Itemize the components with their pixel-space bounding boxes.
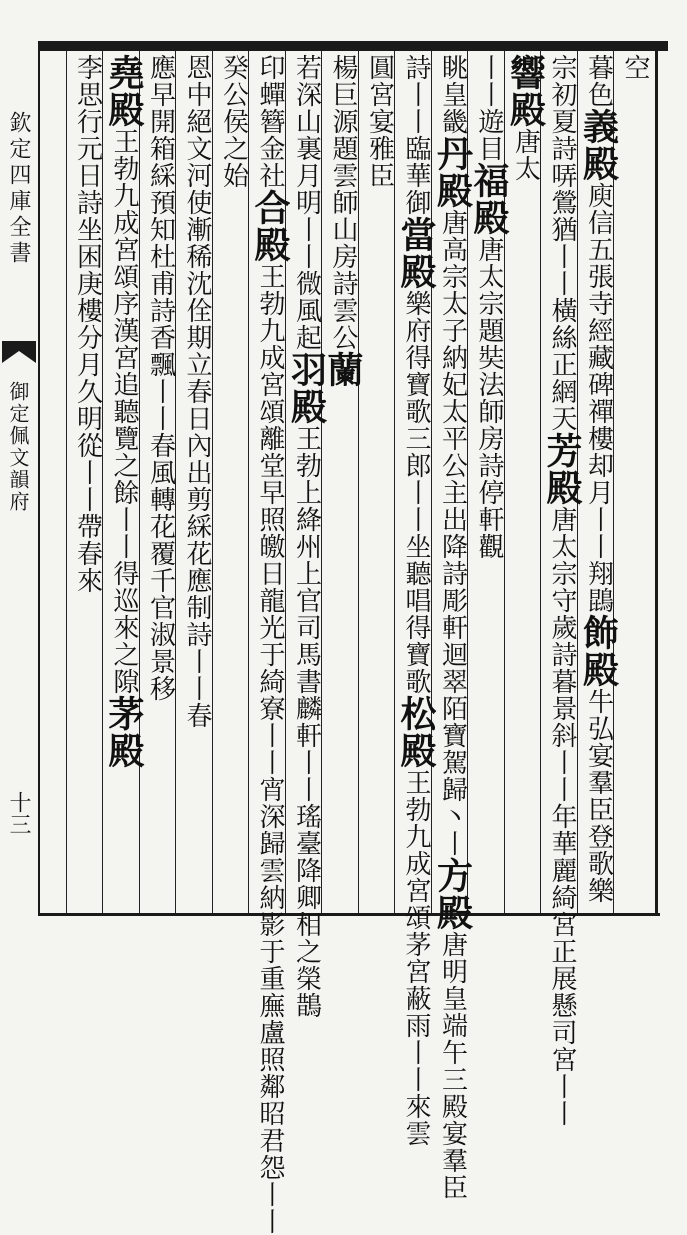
entry-text: 王勃九成宮頌離堂早照皦日龍光于綺寮丨丨宵深歸雲納影于重廡盧照鄰昭君怨丨丨 <box>255 263 285 1235</box>
text-column <box>431 54 474 1201</box>
entry-text: 牛弘宴羣臣登歌樂 <box>583 688 614 904</box>
entry-text: 唐明皇端午三殿宴羣臣 <box>437 931 468 1201</box>
entry-text: 恩中絕文河使漸稀沈佺期立春日內出剪綵花應制詩丨丨春 <box>182 54 212 729</box>
entry-heading: 義殿 <box>577 108 620 182</box>
text-column <box>285 54 328 1019</box>
frame-right-border <box>655 41 658 916</box>
entry-heading: 福殿 <box>468 162 510 236</box>
entry-text: 王勃上絳州上官司馬書麟軒丨丨瑤臺降卿相之榮鵲 <box>291 425 322 1019</box>
entry-text: 唐高宗太子納妃太平公主出降詩彫軒迴翠陌寶駕歸丶丨 <box>437 209 468 857</box>
entry-text: 丨丨遊目 <box>474 54 504 162</box>
frame-left-border <box>38 41 40 916</box>
entry-text: 唐太宗題奘法師房詩停軒觀 <box>474 236 504 560</box>
entry-heading: 合殿 <box>249 189 291 263</box>
entry-text: 正展懸司宮丨丨 <box>547 938 577 1127</box>
text-column <box>104 54 144 910</box>
entry-text: 眺皇畿 <box>437 54 468 135</box>
entry-text: 唐太 <box>510 128 541 182</box>
text-column <box>177 54 217 910</box>
entry-text: 詩丨丨臨華御 <box>401 54 431 216</box>
fishtail-ornament-icon <box>2 341 36 363</box>
page-number: 十三 <box>6 791 31 835</box>
entry-heading: 當殿 <box>395 216 437 290</box>
text-column <box>579 54 619 910</box>
entry-text: 李思行元日詩坐困庚樓分月久明從丨丨帶春來 <box>72 54 103 594</box>
entry-heading: 堯殿 <box>103 54 145 128</box>
text-column <box>249 54 291 1235</box>
entry-heading: 響殿 <box>504 54 547 128</box>
entry-text: 空 <box>620 54 650 81</box>
text-column <box>141 54 181 910</box>
entry-text: 楊巨源題雲師山房詩雲公 <box>328 54 358 351</box>
entry-text: 王勃九成宮頌序漢宮追聽覽之餘丨丨得巡來之隙 <box>109 128 139 695</box>
column-rule <box>66 51 67 913</box>
entry-text: 印蟬簪金社 <box>255 54 285 189</box>
entry-text: 唐太宗守歲詩暮景斜丨丨年華麗綺宮 <box>547 506 577 938</box>
text-column <box>506 54 546 910</box>
entry-heading: 丹殿 <box>431 135 474 209</box>
entry-text: 應早開箱綵預知杜甫詩香飄丨丨春風轉花覆千官淑景移 <box>145 54 176 702</box>
entry-text: 樂府得寶歌三郎丨丨坐聽唱得寶歌 <box>401 290 431 695</box>
text-column <box>68 54 108 910</box>
entry-text: 庾信五張寺經藏碑禪樓却月丨丨翔鵾 <box>583 182 614 614</box>
book-subtitle: 御定佩文韻府 <box>6 381 30 513</box>
text-column <box>541 54 583 1127</box>
entry-heading: 芳殿 <box>541 432 583 506</box>
text-column <box>214 54 254 910</box>
text-column <box>395 54 437 1147</box>
entry-text: 王勃九成宮頌茅宮蔽雨丨丨來雲 <box>401 769 431 1147</box>
text-column <box>615 54 655 910</box>
text-column <box>360 54 400 910</box>
page-margin <box>0 51 36 913</box>
text-column <box>323 54 363 910</box>
entry-text: 暮色 <box>583 54 614 108</box>
book-title: 欽定四庫全書 <box>6 111 31 267</box>
text-column <box>469 54 509 910</box>
entry-heading: 松殿 <box>395 695 437 769</box>
entry-text: 若深山裏月明丨丨微風起 <box>291 54 322 351</box>
entry-heading: 飾殿 <box>577 614 620 688</box>
entry-text: 宗初夏詩哢鶯猶丨丨橫絲正網天 <box>547 54 577 432</box>
entry-heading: 方殿 <box>431 857 474 931</box>
entry-heading: 茅殿 <box>103 695 145 769</box>
entry-text: 圓宮宴雅臣 <box>364 54 395 189</box>
frame-top-border <box>38 41 668 51</box>
entry-heading: 蘭 <box>322 351 364 388</box>
entry-heading: 羽殿 <box>285 351 328 425</box>
entry-text: 癸公侯之始 <box>218 54 249 189</box>
